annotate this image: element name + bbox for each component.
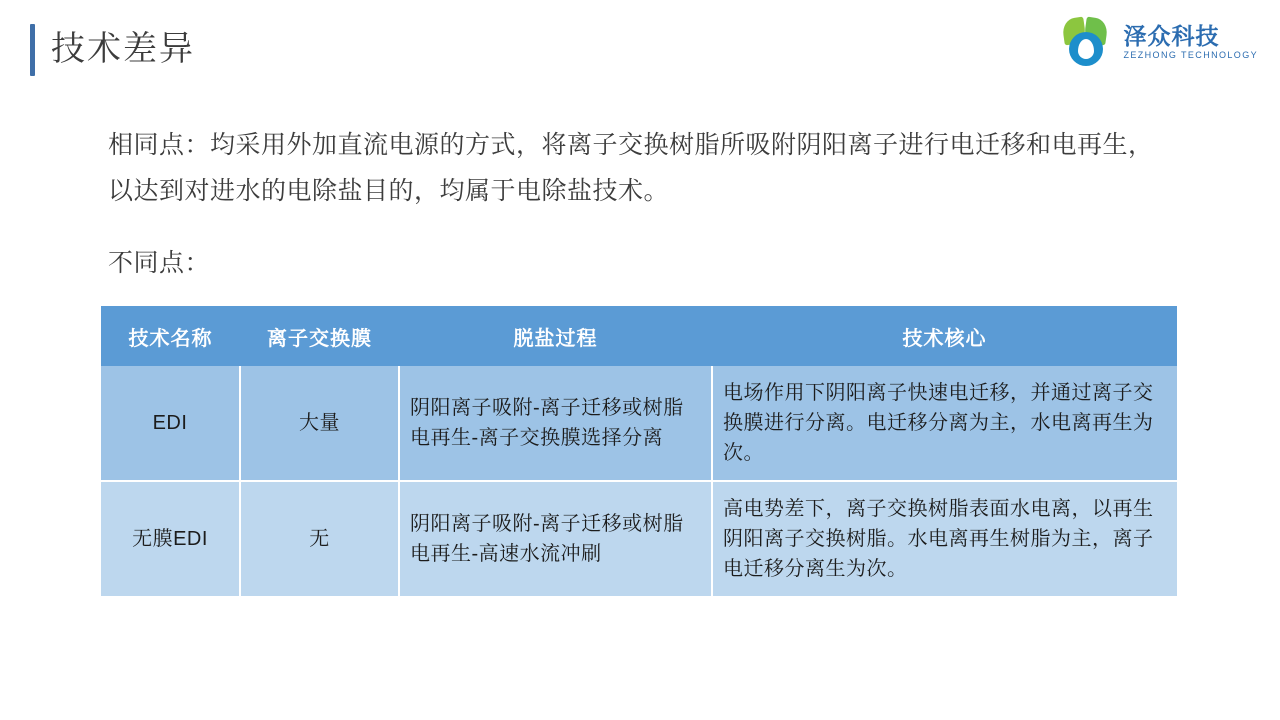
title-text: 技术差异 xyxy=(51,30,195,69)
logo-text xyxy=(1123,23,1258,60)
company-logo xyxy=(1059,16,1258,68)
logo-name-en: ZEZHONG TECHNOLOGY xyxy=(1123,49,1258,60)
logo-icon xyxy=(1059,16,1115,68)
table-header-cell-process: 脱盐过程 xyxy=(399,306,712,366)
page-title xyxy=(30,24,195,76)
cell-core: 电场作用下阴阳离子快速电迁移，并通过离子交换膜进行分离。电迁移分离为主，水电离再生为次。 xyxy=(712,366,1177,481)
cell-process: 阴阳离子吸附-离子迁移或树脂电再生-离子交换膜选择分离 xyxy=(399,366,712,481)
paragraph-differences: 不同点： xyxy=(108,249,211,277)
table-row xyxy=(101,481,1177,596)
table-row xyxy=(101,366,1177,481)
cell-membrane: 无 xyxy=(240,481,399,596)
cell-name: EDI xyxy=(101,366,240,481)
comparison-table xyxy=(101,306,1177,596)
table-header-cell-membrane: 离子交换膜 xyxy=(240,306,399,366)
title-accent-bar xyxy=(30,24,35,76)
cell-membrane: 大量 xyxy=(240,366,399,481)
cell-name: 无膜EDI xyxy=(101,481,240,596)
table-header-cell-name: 技术名称 xyxy=(101,306,240,366)
logo-name-cn: 泽众科技 xyxy=(1123,23,1220,50)
cell-core: 高电势差下，离子交换树脂表面水电离，以再生阴阳离子交换树脂。水电离再生树脂为主，离子电迁移分离生为次。 xyxy=(712,481,1177,596)
cell-process: 阴阳离子吸附-离子迁移或树脂电再生-高速水流冲刷 xyxy=(399,481,712,596)
paragraph-similarities: 相同点：均采用外加直流电源的方式，将离子交换树脂所吸附阴阳离子进行电迁移和电再生，以达到对进水的电除盐目的，均属于电除盐技术。 xyxy=(108,131,1154,205)
table-header-row xyxy=(101,306,1177,366)
table-header-cell-core: 技术核心 xyxy=(712,306,1177,366)
comparison-table-wrap xyxy=(101,306,1169,596)
